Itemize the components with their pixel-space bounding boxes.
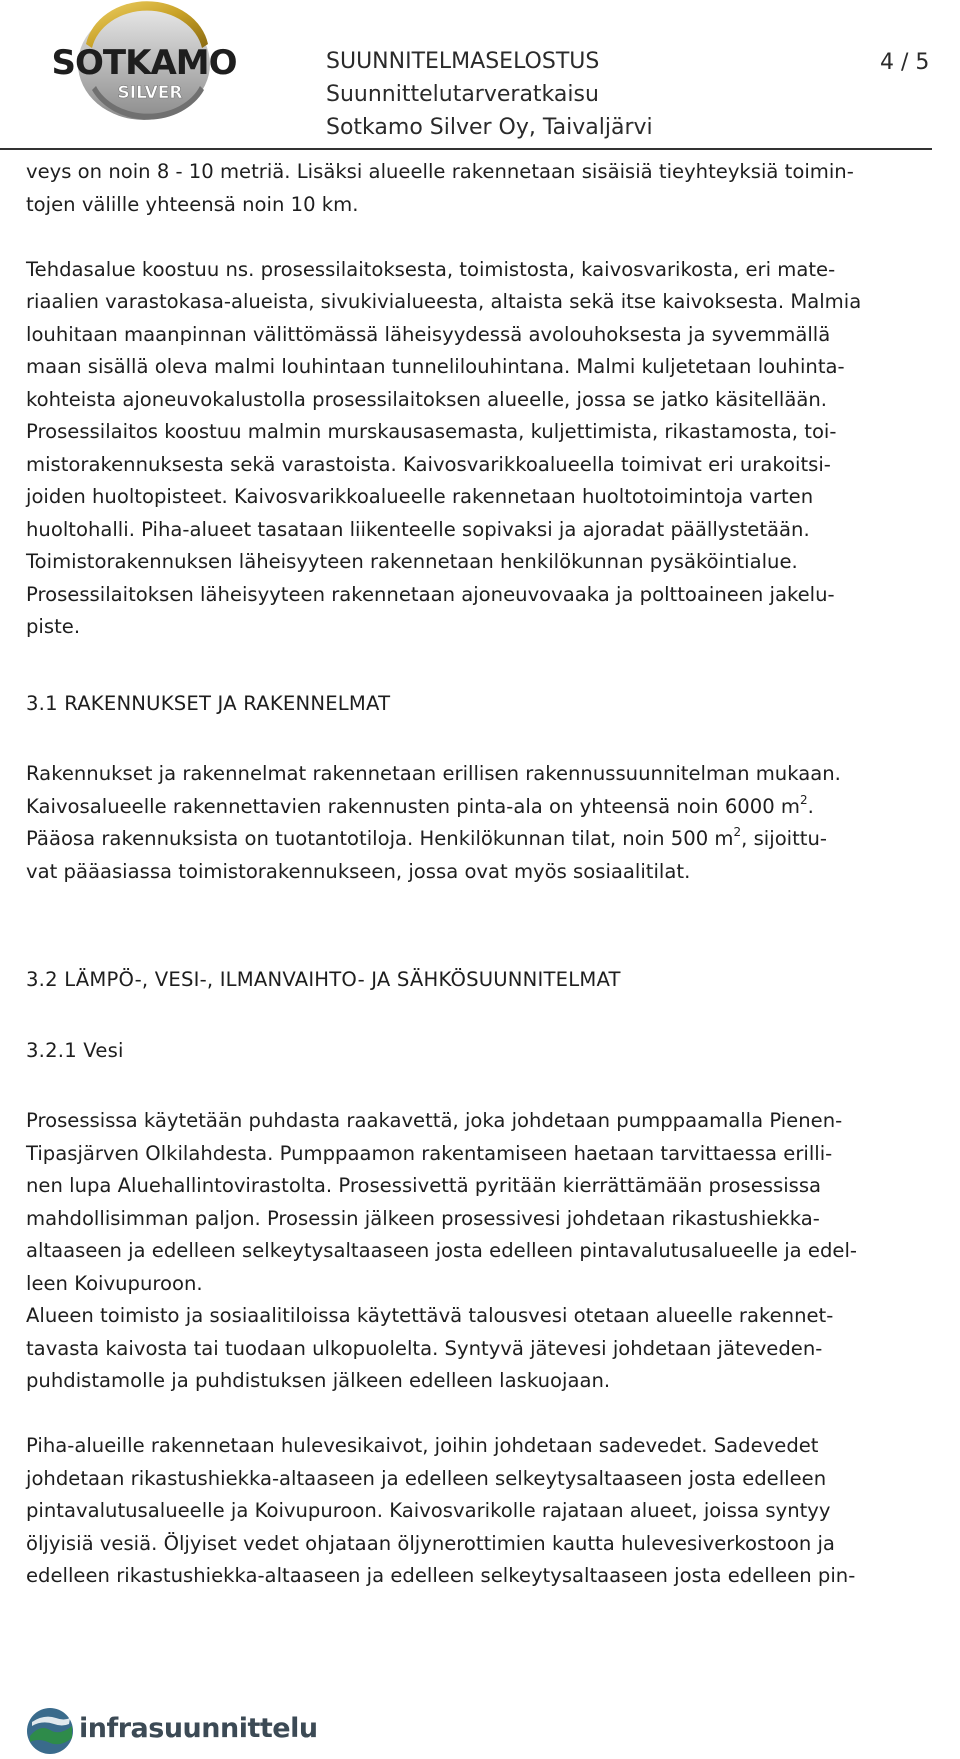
text-line: johdetaan rikastushiekka-altaaseen ja edelleen selkeytysaltaaseen josta edelleen [26,1466,827,1490]
text-line: Piha-alueille rakennetaan hulevesikaivot, joihin johdetaan sadevedet. Sadevedet [26,1434,819,1457]
text-line: maan sisällä oleva malmi louhintaan tunnelilouhintana. Malmi kuljetetaan louhinta- [26,355,845,378]
page-header [0,0,960,150]
text-line: louhitaan maanpinnan välittömässä läheisyydessä avolouhoksesta ja syvemmällä [26,322,831,346]
text-line: Prosessilaitoksen läheisyyteen rakennetaan ajoneuvovaaka ja polttoaineen jakelu- [26,582,835,606]
document-subtitle: Suunnittelutarveratkaisu [326,82,599,107]
document-body [26,156,941,1593]
superscript: 2 [733,825,742,839]
paragraph-1 [26,156,941,221]
text-line: puhdistamolle ja puhdistuksen jälkeen edelleen laskuojaan. [26,1369,611,1392]
text-line: Toimistorakennuksen läheisyyteen rakennetaan henkilökunnan pysäköintialue. [26,550,798,573]
text-line: Kaivosalueelle rakennettavien rakennusten pinta-ala on yhteensä noin 6000 m [26,794,801,818]
section-heading-3-2-1: 3.2.1 Vesi [26,1038,124,1062]
text-line: edelleen rikastushiekka-altaaseen ja edelleen selkeytysaltaaseen josta edelleen pin- [26,1564,856,1587]
document-title: SUUNNITELMASELOSTUS [326,49,600,74]
text-line: Tipasjärven Olkilahdesta. Pumppaamon rakentamiseen haetaan tarvittaessa erilli- [26,1141,833,1165]
header-text-block [326,45,653,144]
globe-icon [26,1706,76,1756]
text-line: nen lupa Aluehallintovirastolta. Prosessivettä pyritään kierrättämään prosessissa [26,1174,822,1197]
section-heading-3-1: 3.1 RAKENNUKSET JA RAKENNELMAT [26,691,391,715]
text-line: Pääosa rakennuksista on tuotantotiloja. Henkilökunnan tilat, noin 500 m [26,827,734,850]
svg-text:SILVER: SILVER [117,83,183,103]
text-line: mahdollisimman paljon. Prosessin jälkeen prosessivesi johdetaan rikastushiekka- [26,1206,820,1230]
text-line: kohteista ajoneuvokalustolla prosessilaitoksen alueelle, jossa se jatko käsitellään. [26,387,828,411]
header-divider [0,148,932,150]
text-line: öljyisiä vesiä. Öljyiset vedet ohjataan öljynerottimien kautta hulevesiverkostoon ja [26,1531,835,1555]
paragraph-5 [26,1430,941,1593]
text-line: riaalien varastokasa-alueista, sivukivialueesta, altaista sekä itse kaivoksesta. Malmia [26,290,862,313]
text-line: Tehdasalue koostuu ns. prosessilaitoksesta, toimistosta, kaivosvarikosta, eri mate- [26,257,836,281]
text-line: leen Koivupuroon. [26,1271,203,1295]
page-number: 4 / 5 [880,50,930,75]
text-line: piste. [26,615,81,638]
text-line: tavasta kaivosta tai tuodaan ulkopuolelta. Syntyvä jätevesi johdetaan jäteveden- [26,1336,823,1360]
text-line: altaaseen ja edelleen selkeytysaltaaseen josta edelleen pintavalutusalueelle ja edel- [26,1239,857,1262]
text-line: Prosessissa käytetään puhdasta raakavettä, joka johdetaan pumppaamalla Pienen- [26,1109,843,1132]
superscript: 2 [800,792,808,807]
paragraph-4 [26,1105,941,1398]
section-heading-3-2: 3.2 LÄMPÖ-, VESI-, ILMANVAIHTO- JA SÄHKÖSUUNNITELMAT [26,968,621,991]
text-line: Rakennukset ja rakennelmat rakennetaan erillisen rakennussuunnitelman mukaan. [26,762,841,785]
company-name: Sotkamo Silver Oy, Taivaljärvi [326,115,653,140]
text-line: Prosessilaitos koostuu malmin murskausasemasta, kuljettimista, rikastamosta, toi- [26,420,837,443]
sotkamo-silver-logo [51,4,237,124]
text-line: veys on noin 8 - 10 metriä. Lisäksi alueelle rakennetaan sisäisiä tieyhteyksiä toimin- [26,160,854,183]
paragraph-3: Rakennukset ja rakennelmat rakennetaan erillisen rakennussuunnitelman mukaan. Kaivosalueelle rakennettavien rakennusten pinta-ala on yhteensä noin 6000 $m^2$. Pääosa rakennuksista on tuotantotiloja. Henkilökunnan tilat, noin 500 $m^2$, sijoittu- vat pääasiassa toimistorakennukseen, jossa ovat myös sosiaalitilat. [26,762,841,883]
text-line: joiden huoltopisteet. Kaivosvarikkoalueelle rakennetaan huoltotoimintoja varten [26,485,814,508]
text-line: mistorakennuksesta sekä varastoista. Kaivosvarikkoalueella toimivat eri urakoitsi- [26,452,831,476]
svg-text:SOTKAMO: SOTKAMO [51,43,237,83]
text-line: vat pääasiassa toimistorakennukseen, jossa ovat myös sosiaalitilat. [26,859,691,883]
text-line: pintavalutusalueelle ja Koivupuroon. Kaivosvarikolle rajataan alueet, joissa syntyy [26,1499,831,1522]
footer-brand-text: infrasuunnittelu [79,1713,318,1744]
infrasuunnittelu-logo [26,1706,318,1756]
text-line: tojen välille yhteensä noin 10 km. [26,192,359,216]
paragraph-2 [26,254,941,644]
text-line: huoltohalli. Piha-alueet tasataan liikenteelle sopivaksi ja ajoradat päällystetään. [26,517,810,541]
text-line: Alueen toimisto ja sosiaalitiloissa käytettävä talousvesi otetaan alueelle rakennet- [26,1304,834,1327]
